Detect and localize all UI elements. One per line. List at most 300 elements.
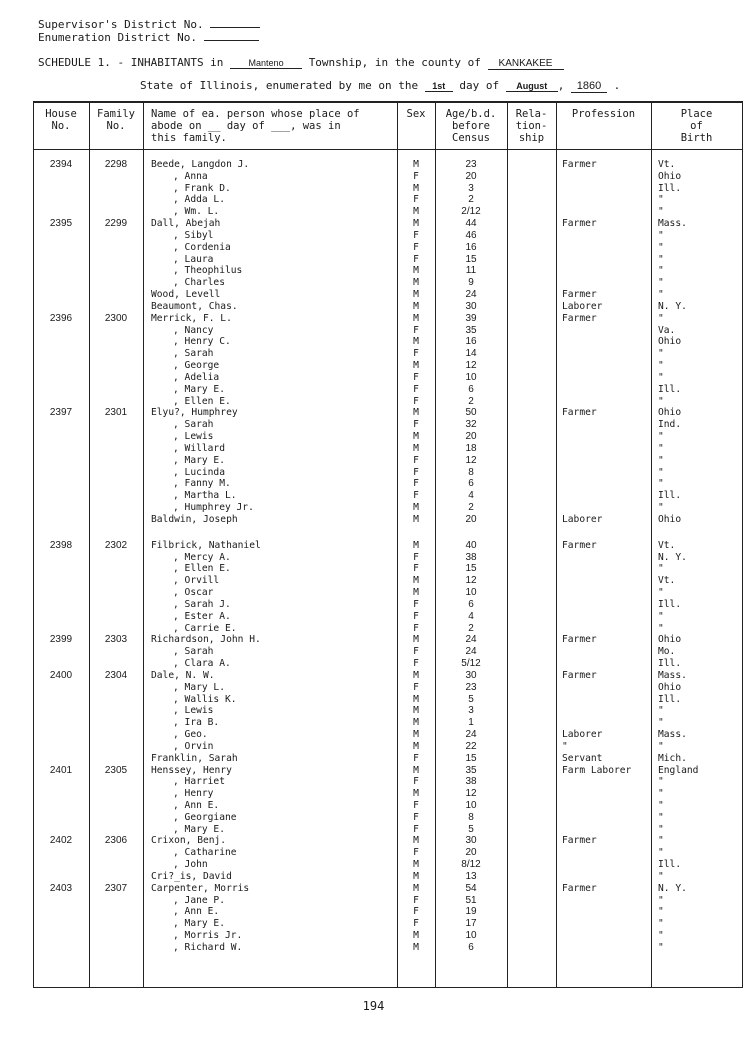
birthplace-value: " xyxy=(658,941,664,953)
house-number: 2401 xyxy=(49,764,73,776)
age-value: 24 xyxy=(465,289,477,301)
sex-value: F xyxy=(413,563,419,575)
person-name: , Ann E. xyxy=(173,799,220,811)
age-value: 30 xyxy=(465,300,477,312)
birthplace-value: " xyxy=(658,918,664,930)
house-number: 2394 xyxy=(49,159,73,170)
person-name: , Wm. L. xyxy=(173,206,220,218)
birthplace-value: Ind. xyxy=(658,419,682,431)
age-value: 32 xyxy=(465,419,477,431)
birthplace-value: Ill. xyxy=(658,658,682,670)
profession-value: Farmer xyxy=(562,289,597,301)
person-name: , Mercy A. xyxy=(173,551,231,563)
sex-value: F xyxy=(413,658,419,670)
birthplace-value: " xyxy=(658,194,664,206)
age-value: 1 xyxy=(468,717,474,729)
person-name: , Fanny M. xyxy=(173,478,231,490)
birthplace-value: Mass. xyxy=(658,669,687,681)
sex-value: F xyxy=(413,490,419,502)
person-name: , Geo. xyxy=(173,729,208,740)
sex-value: F xyxy=(413,194,419,206)
column-header-relationship: Rela- tion- ship xyxy=(515,108,548,144)
person-name: , Mary E. xyxy=(173,918,225,930)
birthplace-value: " xyxy=(658,847,664,859)
enumeration-district-label: Enumeration District No. xyxy=(38,31,197,44)
person-name: Carpenter, Morris xyxy=(151,882,250,894)
person-name: , Adda L. xyxy=(173,194,225,206)
birthplace-value: " xyxy=(658,265,664,277)
county-value: KANKAKEE xyxy=(488,58,564,70)
sex-value: F xyxy=(413,324,419,336)
profession-value: Laborer xyxy=(562,729,603,740)
person-name: Beaumont, Chas. xyxy=(151,300,238,312)
birthplace-value: Mass. xyxy=(658,729,687,740)
person-name: , John xyxy=(173,859,208,871)
supervisor-district-label: Supervisor's District No. xyxy=(38,18,204,31)
day-mid: day of xyxy=(459,79,500,92)
age-value: 10 xyxy=(465,587,477,599)
birthplace-value: " xyxy=(658,788,664,800)
person-name: , Mary E. xyxy=(173,823,225,835)
sex-value: M xyxy=(413,360,419,372)
age-value: 9 xyxy=(468,277,474,289)
person-name: , Orvin xyxy=(173,740,214,752)
sex-value: M xyxy=(413,513,419,525)
birthplace-value: " xyxy=(658,870,664,882)
birthplace-value: N. Y. xyxy=(658,551,687,563)
sex-value: M xyxy=(413,407,419,419)
sex-value: M xyxy=(413,502,419,514)
birthplace-value: N. Y. xyxy=(658,882,687,894)
schedule-line xyxy=(38,56,564,70)
birthplace-value: " xyxy=(658,253,664,265)
age-value: 6 xyxy=(468,478,474,490)
enumeration-district-blank xyxy=(204,40,259,41)
column-header-age: Age/b.d. before Census xyxy=(445,108,497,144)
family-number: 2302 xyxy=(104,539,128,551)
age-value: 5 xyxy=(468,693,474,705)
birthplace-value: " xyxy=(658,442,664,454)
birthplace-value: Vt. xyxy=(658,539,676,551)
sex-value: M xyxy=(413,930,419,942)
house-number: 2398 xyxy=(49,539,73,551)
person-name: Dall, Abejah xyxy=(151,218,221,230)
age-value: 11 xyxy=(465,265,477,277)
birthplace-value: " xyxy=(658,241,664,253)
sex-value: M xyxy=(413,312,419,324)
person-name: , Henry C. xyxy=(173,336,231,348)
age-value: 23 xyxy=(465,159,477,170)
age-value: 24 xyxy=(465,729,477,740)
person-name: Baldwin, Joseph xyxy=(151,513,238,525)
birthplace-value: " xyxy=(658,466,664,478)
age-value: 39 xyxy=(465,312,477,324)
person-name: , George xyxy=(173,360,220,372)
person-name: , Catharine xyxy=(173,847,237,859)
age-value: 19 xyxy=(465,906,477,918)
person-name: , Anna xyxy=(173,170,208,182)
sex-value: M xyxy=(413,218,419,230)
profession-value: Farmer xyxy=(562,159,597,170)
person-name: , Lewis xyxy=(173,705,214,717)
birthplace-value: Ill. xyxy=(658,182,682,194)
age-value: 23 xyxy=(465,681,477,693)
sex-value: F xyxy=(413,799,419,811)
person-name: , Mary L. xyxy=(173,681,225,693)
birthplace-value: " xyxy=(658,799,664,811)
birthplace-value: Ohio xyxy=(658,336,682,348)
sex-value: M xyxy=(413,159,419,170)
sex-value: M xyxy=(413,634,419,646)
age-value: 20 xyxy=(465,847,477,859)
age-value: 2/12 xyxy=(461,206,481,218)
birthplace-value: " xyxy=(658,823,664,835)
birthplace-value: " xyxy=(658,478,664,490)
sex-value: M xyxy=(413,587,419,599)
birthplace-value: Mass. xyxy=(658,218,687,230)
column-divider xyxy=(742,103,743,987)
sex-value: M xyxy=(413,206,419,218)
profession-value: Farmer xyxy=(562,669,597,681)
profession-value: Farmer xyxy=(562,539,597,551)
person-name: , Jane P. xyxy=(173,894,225,906)
person-name: , Oscar xyxy=(173,587,214,599)
age-value: 16 xyxy=(465,336,477,348)
age-value: 10 xyxy=(465,799,477,811)
age-value: 12 xyxy=(465,575,477,587)
profession-value: Farm Laborer xyxy=(562,764,632,776)
age-value: 38 xyxy=(465,551,477,563)
age-value: 3 xyxy=(468,705,474,717)
birthplace-value: " xyxy=(658,740,664,752)
birthplace-value: " xyxy=(658,587,664,599)
birthplace-value: " xyxy=(658,312,664,324)
sex-value: M xyxy=(413,431,419,443)
person-name: , Ellen E. xyxy=(173,395,231,407)
age-value: 15 xyxy=(465,563,477,575)
birthplace-value: Ohio xyxy=(658,407,682,419)
person-name: , Sarah xyxy=(173,646,214,658)
birthplace-value: " xyxy=(658,717,664,729)
age-value: 24 xyxy=(465,646,477,658)
profession-value: Servant xyxy=(562,752,603,764)
sex-value: M xyxy=(413,717,419,729)
person-name: , Harriet xyxy=(173,776,225,788)
sex-value: F xyxy=(413,170,419,182)
supervisor-district-line xyxy=(38,18,260,31)
birthplace-value: " xyxy=(658,705,664,717)
person-name: Merrick, F. L. xyxy=(151,312,232,324)
age-value: 2 xyxy=(468,194,474,206)
age-value: 46 xyxy=(465,229,477,241)
birthplace-value: " xyxy=(658,930,664,942)
sex-value: M xyxy=(413,265,419,277)
birthplace-value: " xyxy=(658,563,664,575)
age-value: 2 xyxy=(468,395,474,407)
age-value: 20 xyxy=(465,170,477,182)
person-name: Richardson, John H. xyxy=(151,634,261,646)
birthplace-value: " xyxy=(658,835,664,847)
person-name: , Sarah xyxy=(173,419,214,431)
sex-value: M xyxy=(413,277,419,289)
sex-value: F xyxy=(413,622,419,634)
age-value: 4 xyxy=(468,610,474,622)
age-value: 30 xyxy=(465,835,477,847)
birthplace-value: Ohio xyxy=(658,170,682,182)
person-name: , Sarah xyxy=(173,348,214,360)
profession-value: Farmer xyxy=(562,407,597,419)
person-name: , Theophilus xyxy=(173,265,243,277)
age-value: 13 xyxy=(465,870,477,882)
age-value: 8 xyxy=(468,466,474,478)
sex-value: F xyxy=(413,419,419,431)
age-value: 44 xyxy=(465,218,477,230)
age-value: 16 xyxy=(465,241,477,253)
profession-value: " xyxy=(562,740,568,752)
day-value: 1st xyxy=(425,81,453,92)
schedule-prefix: SCHEDULE 1. - INHABITANTS in xyxy=(38,56,224,69)
sex-value: M xyxy=(413,882,419,894)
column-header-sex: Sex xyxy=(406,108,426,120)
sex-value: F xyxy=(413,906,419,918)
sex-value: F xyxy=(413,847,419,859)
census-table xyxy=(33,101,743,988)
age-value: 4 xyxy=(468,490,474,502)
family-number: 2305 xyxy=(104,764,128,776)
sex-value: M xyxy=(413,336,419,348)
township-mid: Township, in the county of xyxy=(308,56,481,69)
birthplace-value: Ill. xyxy=(658,693,682,705)
birthplace-value: " xyxy=(658,229,664,241)
age-value: 10 xyxy=(465,371,477,383)
sex-value: M xyxy=(413,941,419,953)
birthplace-value: Va. xyxy=(658,324,676,336)
column-header-family: Family No. xyxy=(97,108,135,132)
birthplace-value: N. Y. xyxy=(658,300,687,312)
person-name: Wood, Levell xyxy=(151,289,221,301)
sex-value: M xyxy=(413,442,419,454)
person-name: , Ellen E. xyxy=(173,563,231,575)
age-value: 50 xyxy=(465,407,477,419)
birthplace-value: " xyxy=(658,371,664,383)
sex-value: M xyxy=(413,740,419,752)
family-number: 2299 xyxy=(104,218,128,230)
sex-value: F xyxy=(413,646,419,658)
sex-value: M xyxy=(413,575,419,587)
age-value: 12 xyxy=(465,788,477,800)
person-name: , Wallis K. xyxy=(173,693,237,705)
year-end: . xyxy=(613,79,621,92)
age-value: 12 xyxy=(465,454,477,466)
person-name: , Sarah J. xyxy=(173,598,231,610)
sex-value: F xyxy=(413,681,419,693)
person-name: Elyu?, Humphrey xyxy=(151,407,238,419)
sex-value: F xyxy=(413,383,419,395)
age-value: 22 xyxy=(465,740,477,752)
birthplace-value: Vt. xyxy=(658,159,676,170)
age-value: 6 xyxy=(468,941,474,953)
sex-value: F xyxy=(413,894,419,906)
birthplace-value: " xyxy=(658,811,664,823)
age-value: 38 xyxy=(465,776,477,788)
birthplace-value: Vt. xyxy=(658,575,676,587)
person-name: , Carrie E. xyxy=(173,622,237,634)
birthplace-value: " xyxy=(658,894,664,906)
supervisor-district-blank xyxy=(210,27,260,28)
age-value: 35 xyxy=(465,764,477,776)
column-header-name: Name of ea. person whose place of abode on __ day of ___, was in this family. xyxy=(151,108,360,144)
sex-value: F xyxy=(413,551,419,563)
age-value: 10 xyxy=(465,930,477,942)
person-name: , Ester A. xyxy=(173,610,231,622)
year-separator: , xyxy=(557,79,565,92)
person-name: Crixon, Benj. xyxy=(151,835,227,847)
sex-value: M xyxy=(413,764,419,776)
age-value: 15 xyxy=(465,752,477,764)
person-name: , Clara A. xyxy=(173,658,231,670)
person-name: , Cordenia xyxy=(173,241,231,253)
profession-value: Laborer xyxy=(562,300,603,312)
birthplace-value: " xyxy=(658,776,664,788)
family-number: 2303 xyxy=(104,634,128,646)
profession-value: Farmer xyxy=(562,218,597,230)
person-name: , Martha L. xyxy=(173,490,237,502)
age-value: 20 xyxy=(465,513,477,525)
sex-value: F xyxy=(413,466,419,478)
column-header-birthplace: Place of Birth xyxy=(680,108,713,144)
birthplace-value: " xyxy=(658,454,664,466)
sex-value: F xyxy=(413,610,419,622)
house-number: 2395 xyxy=(49,218,73,230)
sex-value: F xyxy=(413,454,419,466)
age-value: 14 xyxy=(465,348,477,360)
person-name: , Sibyl xyxy=(173,229,214,241)
person-name: , Lucinda xyxy=(173,466,225,478)
page-number: 194 xyxy=(362,999,385,1013)
age-value: 24 xyxy=(465,634,477,646)
header-divider xyxy=(33,149,743,150)
column-divider xyxy=(143,103,144,987)
birthplace-value: Ill. xyxy=(658,859,682,871)
state-prefix: State of Illinois, enumerated by me on the xyxy=(140,79,419,92)
age-value: 40 xyxy=(465,539,477,551)
birthplace-value: " xyxy=(658,395,664,407)
age-value: 30 xyxy=(465,669,477,681)
sex-value: F xyxy=(413,478,419,490)
sex-value: F xyxy=(413,371,419,383)
enumeration-district-line xyxy=(38,31,259,44)
family-number: 2307 xyxy=(104,882,128,894)
age-value: 2 xyxy=(468,502,474,514)
age-value: 17 xyxy=(465,918,477,930)
sex-value: M xyxy=(413,669,419,681)
age-value: 5/12 xyxy=(461,658,481,670)
birthplace-value: Ohio xyxy=(658,634,682,646)
person-name: , Mary E. xyxy=(173,383,225,395)
profession-value: Farmer xyxy=(562,882,597,894)
person-name: Franklin, Sarah xyxy=(151,752,238,764)
birthplace-value: Ill. xyxy=(658,598,682,610)
sex-value: M xyxy=(413,705,419,717)
age-value: 18 xyxy=(465,442,477,454)
sex-value: F xyxy=(413,776,419,788)
person-name: , Georgiane xyxy=(173,811,237,823)
sex-value: M xyxy=(413,539,419,551)
family-number: 2304 xyxy=(104,669,128,681)
age-value: 54 xyxy=(465,882,477,894)
age-value: 12 xyxy=(465,360,477,372)
column-header-house: House No. xyxy=(45,108,77,132)
person-name: , Humphrey Jr. xyxy=(173,502,254,514)
house-number: 2397 xyxy=(49,407,73,419)
family-number: 2306 xyxy=(104,835,128,847)
age-value: 51 xyxy=(465,894,477,906)
person-name: , Orvill xyxy=(173,575,220,587)
family-number: 2301 xyxy=(104,407,128,419)
state-line xyxy=(140,79,620,93)
person-name: Filbrick, Nathaniel xyxy=(151,539,261,551)
age-value: 20 xyxy=(465,431,477,443)
profession-value: Farmer xyxy=(562,835,597,847)
profession-value: Farmer xyxy=(562,634,597,646)
profession-value: Laborer xyxy=(562,513,603,525)
person-name: , Nancy xyxy=(173,324,214,336)
person-name: Dale, N. W. xyxy=(151,669,215,681)
sex-value: F xyxy=(413,752,419,764)
age-value: 3 xyxy=(468,182,474,194)
sex-value: F xyxy=(413,348,419,360)
sex-value: F xyxy=(413,253,419,265)
column-header-profession: Profession xyxy=(571,108,636,120)
birthplace-value: " xyxy=(658,289,664,301)
sex-value: F xyxy=(413,598,419,610)
age-value: 2 xyxy=(468,622,474,634)
profession-value: Farmer xyxy=(562,312,597,324)
column-divider xyxy=(556,103,557,987)
sex-value: M xyxy=(413,835,419,847)
age-value: 35 xyxy=(465,324,477,336)
person-name: , Charles xyxy=(173,277,225,289)
person-name: , Willard xyxy=(173,442,225,454)
birthplace-value: " xyxy=(658,206,664,218)
person-name: , Laura xyxy=(173,253,214,265)
person-name: Henssey, Henry xyxy=(151,764,232,776)
house-number: 2400 xyxy=(49,669,73,681)
birthplace-value: " xyxy=(658,906,664,918)
birthplace-value: Ill. xyxy=(658,490,682,502)
person-name: , Adelia xyxy=(173,371,220,383)
sex-value: F xyxy=(413,229,419,241)
birthplace-value: " xyxy=(658,277,664,289)
sex-value: F xyxy=(413,823,419,835)
age-value: 5 xyxy=(468,823,474,835)
column-divider xyxy=(507,103,508,987)
sex-value: M xyxy=(413,300,419,312)
township-value: Manteno xyxy=(230,58,302,69)
age-value: 6 xyxy=(468,598,474,610)
house-number: 2402 xyxy=(49,835,73,847)
person-name: , Lewis xyxy=(173,431,214,443)
person-name: , Morris Jr. xyxy=(173,930,243,942)
age-value: 6 xyxy=(468,383,474,395)
birthplace-value: " xyxy=(658,360,664,372)
person-name: , Ann E. xyxy=(173,906,220,918)
sex-value: M xyxy=(413,788,419,800)
birthplace-value: Ohio xyxy=(658,681,682,693)
family-number: 2300 xyxy=(104,312,128,324)
age-value: 15 xyxy=(465,253,477,265)
person-name: , Mary E. xyxy=(173,454,225,466)
